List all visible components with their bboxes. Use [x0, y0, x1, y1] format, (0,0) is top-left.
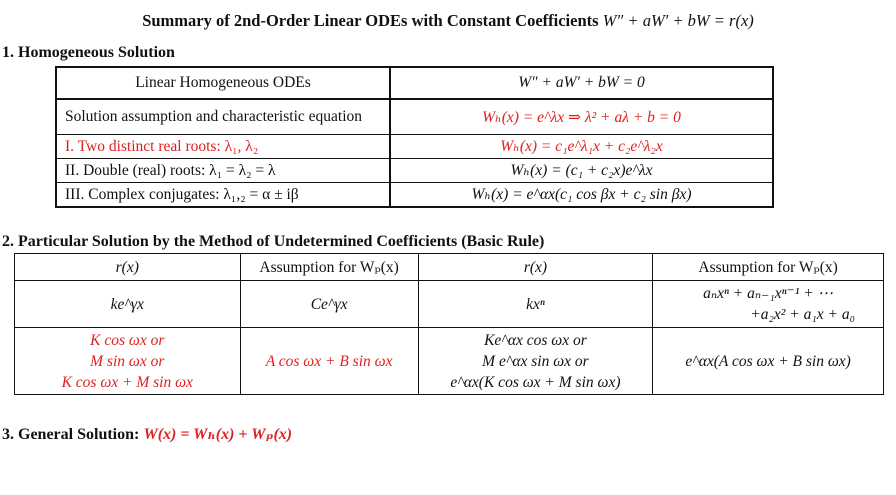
- table-row: [56, 159, 773, 183]
- row-formula: Wₕ(x) = c₁e^λ₁x + c₂e^λ₂x: [390, 135, 773, 159]
- cell-line: aₙxⁿ + aₙ₋₁xⁿ⁻¹ + ⋯: [703, 285, 834, 302]
- cell: [418, 328, 653, 395]
- table-row: [56, 135, 773, 159]
- row-label: Solution assumption and characteristic equation: [56, 99, 390, 135]
- row-formula: Wₕ(x) = e^λx ⇒ λ² + aλ + b = 0: [390, 99, 773, 135]
- cell: e^αx(A cos ωx + B sin ωx): [653, 328, 884, 395]
- cell: [653, 281, 884, 328]
- homogeneous-table: [55, 66, 774, 208]
- general-equation: W(x) = Wₕ(x) + Wₚ(x): [143, 426, 293, 443]
- table-row: [15, 328, 884, 395]
- cell-line: K cos ωx + M sin ωx: [61, 373, 193, 391]
- table-row: [15, 281, 884, 328]
- row-label: III. Complex conjugates: λ₁,₂ = α ± iβ: [65, 185, 299, 203]
- cell: A cos ωx + B sin ωx: [240, 328, 418, 395]
- row-label: I. Two distinct real roots: λ₁, λ₂: [56, 135, 390, 159]
- cell: Ce^γx: [240, 281, 418, 328]
- row-label: II. Double (real) roots: λ₁ = λ₂ = λ: [56, 159, 390, 183]
- col-header: r(x): [418, 254, 653, 281]
- header-right: W″ + aW′ + bW = 0: [390, 67, 773, 99]
- col-header: Assumption for Wₚ(x): [653, 254, 884, 281]
- table-row: [56, 99, 773, 135]
- section2-heading: 2. Particular Solution by the Method of Undetermined Coefficients (Basic Rule): [2, 233, 545, 250]
- section3-heading: 3. General Solution:: [2, 426, 140, 443]
- cell: ke^γx: [15, 281, 241, 328]
- table-row: [56, 183, 773, 208]
- col-header: r(x): [15, 254, 241, 281]
- table-row: [15, 254, 884, 281]
- particular-table: [14, 253, 884, 395]
- table-row: [56, 67, 773, 99]
- cell-line: e^αx(K cos ωx + M sin ωx): [450, 373, 621, 391]
- cell-line: K cos ωx or: [90, 331, 165, 349]
- cell-line: Ke^αx cos ωx or: [484, 331, 587, 349]
- page-title: [0, 11, 896, 31]
- cell-line: +a₂x² + a₁x + a₀: [750, 306, 855, 323]
- header-left: Linear Homogeneous ODEs: [56, 67, 390, 99]
- col-header: Assumption for Wₚ(x): [240, 254, 418, 281]
- title-text: Summary of 2nd-Order Linear ODEs with Constant Coefficients: [142, 11, 599, 30]
- cell: [15, 328, 241, 395]
- section1-heading: 1. Homogeneous Solution: [2, 44, 175, 61]
- row-formula: Wₕ(x) = (c₁ + c₂x)e^λx: [390, 159, 773, 183]
- cell-line: M e^αx sin ωx or: [482, 352, 589, 370]
- general-solution: [2, 424, 292, 444]
- title-equation: W″ + aW′ + bW = r(x): [602, 11, 754, 30]
- cell: kxⁿ: [418, 281, 653, 328]
- row-formula: Wₕ(x) = e^αx(c₁ cos βx + c₂ sin βx): [390, 183, 773, 208]
- cell-line: M sin ωx or: [90, 352, 165, 370]
